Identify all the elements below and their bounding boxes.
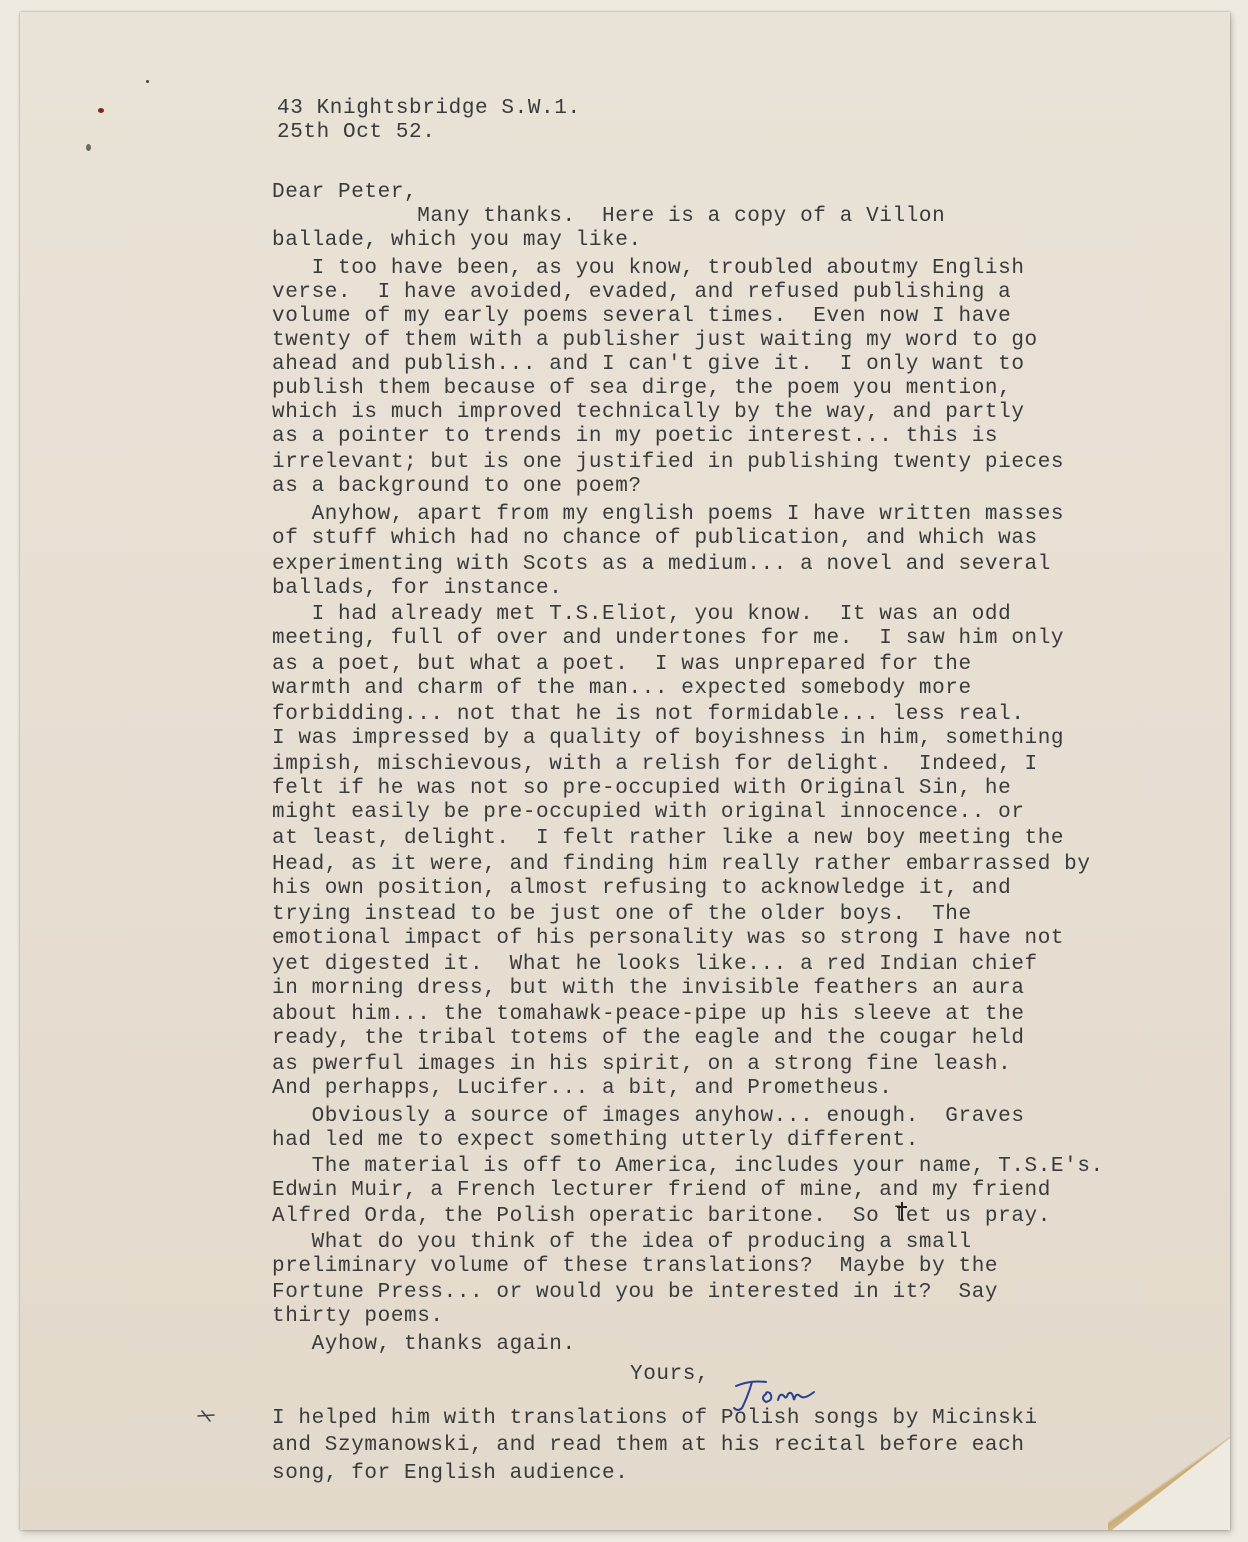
date-line: 25th Oct 52. [277,121,436,144]
body-line: I too have been, as you know, troubled aboutmy English [272,257,1025,280]
body-line: impish, mischievous, with a relish for delight. Indeed, I [272,753,1038,776]
body-line: Obviously a source of images anyhow... enough. Graves [272,1105,1025,1128]
body-line: at least, delight. I felt rather like a new boy meeting the [272,827,1065,850]
body-line: might easily be pre-occupied with original innocence.. or [272,801,1025,824]
body-line: Edwin Muir, a French lecturer friend of mine, and my friend [272,1179,1051,1202]
body-line: yet digested it. What he looks like... a red Indian chief [272,953,1038,976]
body-line: which is much improved technically by the way, and partly [272,401,1025,424]
body-line: about him... the tomahawk-peace-pipe up his sleeve at the [272,1003,1025,1026]
body-line: Alfred Orda, the Polish operatic baritone. So let us pray. [272,1205,1051,1228]
body-line: verse. I have avoided, evaded, and refused publishing a [272,281,1012,304]
ink-speck [86,144,91,151]
body-line: his own position, almost refusing to acknowledge it, and [272,877,1012,900]
body-line: meeting, full of over and undertones for me. I saw him only [272,627,1065,650]
body-line: felt if he was not so pre-occupied with Original Sin, he [272,777,1012,800]
body-line: trying instead to be just one of the older boys. The [272,903,972,926]
body-line: as a pointer to trends in my poetic interest... this is [272,425,999,448]
salutation: Dear Peter, [272,181,418,204]
body-line: ballads, for instance. [272,577,563,600]
body-line: Fortune Press... or would you be interested in it? Say [272,1281,999,1304]
letter-body [272,181,1212,1461]
body-line: Anyhow, apart from my english poems I have written masses [272,503,1065,526]
body-line: as a background to one poem? [272,475,642,498]
body-line: as a poet, but what a poet. I was unprepared for the [272,653,972,676]
body-line: warmth and charm of the man... expected somebody more [272,677,972,700]
body-line: preliminary volume of these translations? Maybe by the [272,1255,999,1278]
body-line: Ayhow, thanks again. [272,1333,576,1356]
body-line: of stuff which had no chance of publication, and which was [272,527,1038,550]
body-line: twenty of them with a publisher just waiting my word to go [272,329,1038,352]
sender-address [277,97,677,157]
body-line: experimenting with Scots as a medium... a novel and several [272,553,1051,576]
body-line: ahead and publish... and I can't give it. I only want to [272,353,1025,376]
body-line: Many thanks. Here is a copy of a Villon [272,205,946,228]
body-line: ballade, which you may like. [272,229,642,252]
body-line: forbidding... not that he is not formidable... less real. [272,703,1025,726]
body-line: The material is off to America, includes your name, T.S.E's. [272,1155,1104,1178]
signature-text: Tom [730,1374,732,1375]
body-line: thirty poems. [272,1305,444,1328]
body-line: Head, as it were, and finding him really rather embarrassed by [272,853,1091,876]
dagger-mark [895,1200,909,1222]
body-line: as pwerful images in his spirit, on a strong fine leash. [272,1053,1012,1076]
footnote-line: and Szymanowski, and read them at his recital before each [272,1434,1025,1457]
body-line: And perhapps, Lucifer... a bit, and Prometheus. [272,1077,893,1100]
body-line: I was impressed by a quality of boyishness in him, something [272,727,1065,750]
footnote-line: song, for English audience. [272,1462,629,1485]
body-line: had led me to expect something utterly different. [272,1129,919,1152]
pencil-cross-mark [196,1408,216,1424]
address-line: 43 Knightsbridge S.W.1. [277,97,581,120]
footnote-line: I helped him with translations of Polish songs by Micinski [272,1407,1038,1430]
closing: Yours, [630,1363,710,1386]
body-line: emotional impact of his personality was so strong I have not [272,927,1065,950]
body-line: irrelevant; but is one justified in publishing twenty pieces [272,451,1065,474]
ink-speck [146,80,149,83]
body-line: in morning dress, but with the invisible feathers an aura [272,977,1025,1000]
body-line: What do you think of the idea of producing a small [272,1231,972,1254]
body-line: I had already met T.S.Eliot, you know. It was an odd [272,603,1012,626]
body-line: publish them because of sea dirge, the poem you mention, [272,377,1012,400]
body-line: ready, the tribal totems of the eagle and the cougar held [272,1027,1025,1050]
body-line: volume of my early poems several times. Even now I have [272,305,1012,328]
footnote [272,1404,1172,1484]
ink-speck [98,108,104,113]
